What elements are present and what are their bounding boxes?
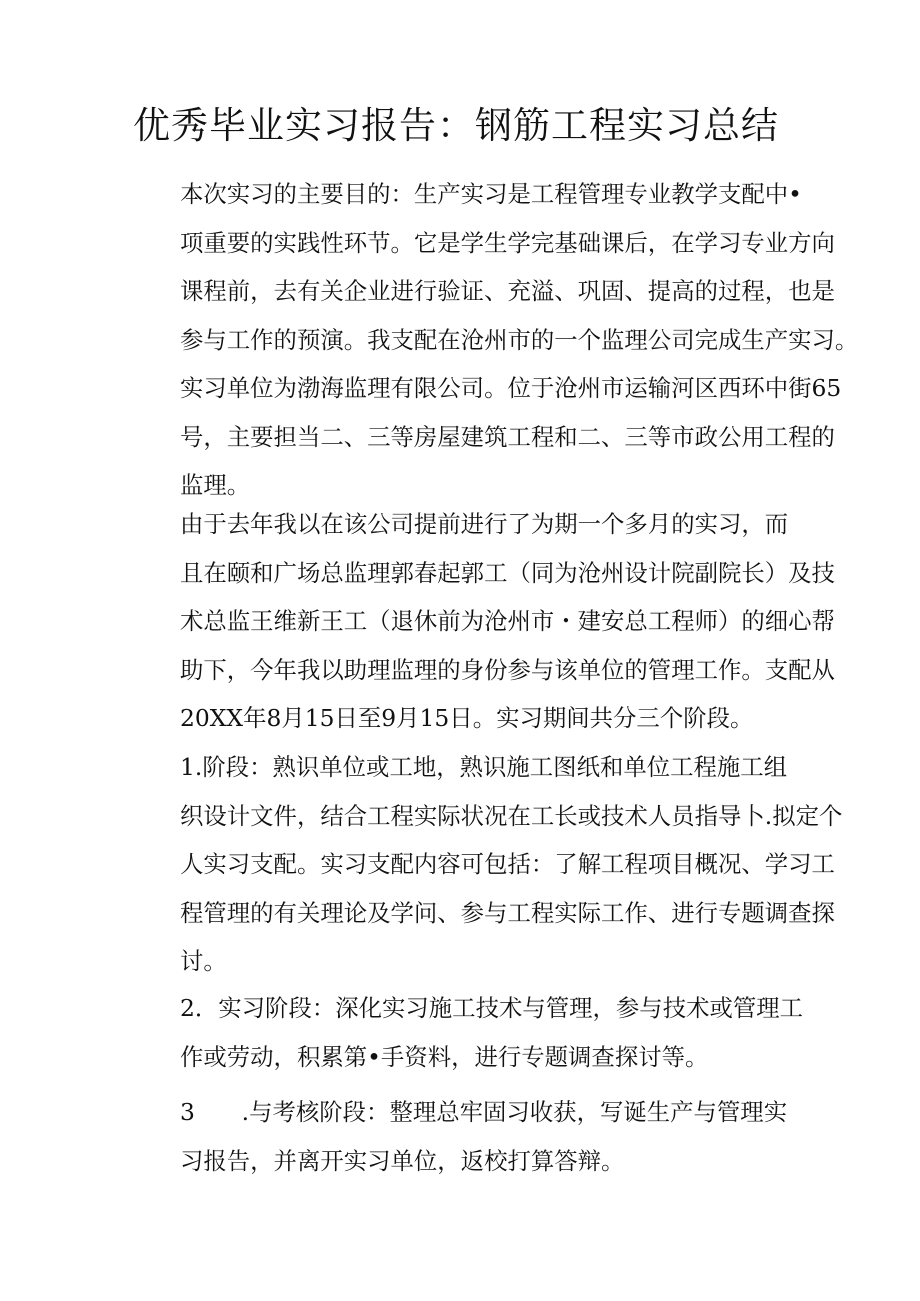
text-line: 讨。 — [180, 947, 227, 975]
text-line: 作或劳动，积累第•手资料，进行专题调查探讨等。 — [180, 1042, 709, 1071]
text-line: 程管理的有关理论及学问、参与工程实际工作、进行专题调查探 — [180, 898, 835, 927]
text-line: 3 .与考核阶段：整理总牢固习收获，写诞生产与管理实 — [180, 1098, 788, 1126]
paragraph-stage-1 — [133, 743, 843, 986]
text-line: 1.阶段：熟识单位或工地，熟识施工图纸和单位工程施工组 — [180, 753, 788, 781]
document-title: 优秀毕业实习报告：钢筋工程实习总结 — [133, 104, 779, 147]
paragraph-purpose — [133, 170, 859, 510]
text-line: 课程前，去有关企业进行验证、充溢、巩固、提高的过程，也是 — [180, 277, 835, 305]
text-line: 习报告，并离开实习单位，返校打算答辩。 — [180, 1146, 625, 1175]
text-line: 术总监王维新王工（退休前为沧州市・建安总工程师）的细心帮 — [180, 607, 835, 635]
text-line: 且在颐和广场总监理郭春起郭工（同为沧州设计院副院长）及技 — [180, 558, 835, 587]
paragraph-background — [133, 500, 835, 743]
text-line: 实习单位为渤海监理有限公司。位于沧州市运输河区西环中街65 — [180, 374, 842, 402]
text-line: 监理。 — [180, 471, 251, 499]
text-line: 本次实习的主要目的：生产实习是工程管理专业教学支配中• — [180, 180, 802, 208]
text-line: 号，主要担当二、三等房屋建筑工程和二、三等市政公用工程的 — [180, 422, 835, 451]
text-line: 参与工作的预演。我支配在沧州市的一个监理公司完成生产实习。 — [180, 325, 859, 354]
text-line: 20XX年8月15日至9月15日。实习期间共分三个阶段。 — [180, 704, 754, 732]
text-line: 人实习支配。实习支配内容可包括：了解工程项目概况、学习工 — [180, 850, 835, 878]
text-line: 织设计文件，结合工程实际状况在工长或技术人员指导卜.拟定个 — [180, 801, 843, 830]
paragraph-stage-2 — [133, 984, 804, 1081]
text-line: 项重要的实践性环节。它是学生学完基础课后，在学习专业方向 — [180, 228, 835, 257]
text-line: 由于去年我以在该公司提前进行了为期一个多月的实习，而 — [180, 510, 789, 538]
text-line: 助下，今年我以助理监理的身份参与该单位的管理工作。支配从 — [180, 655, 835, 684]
text-line: 2．实习阶段：深化实习施工技术与管理，参与技术或管理工 — [180, 994, 804, 1022]
paragraph-stage-3 — [133, 1088, 801, 1185]
